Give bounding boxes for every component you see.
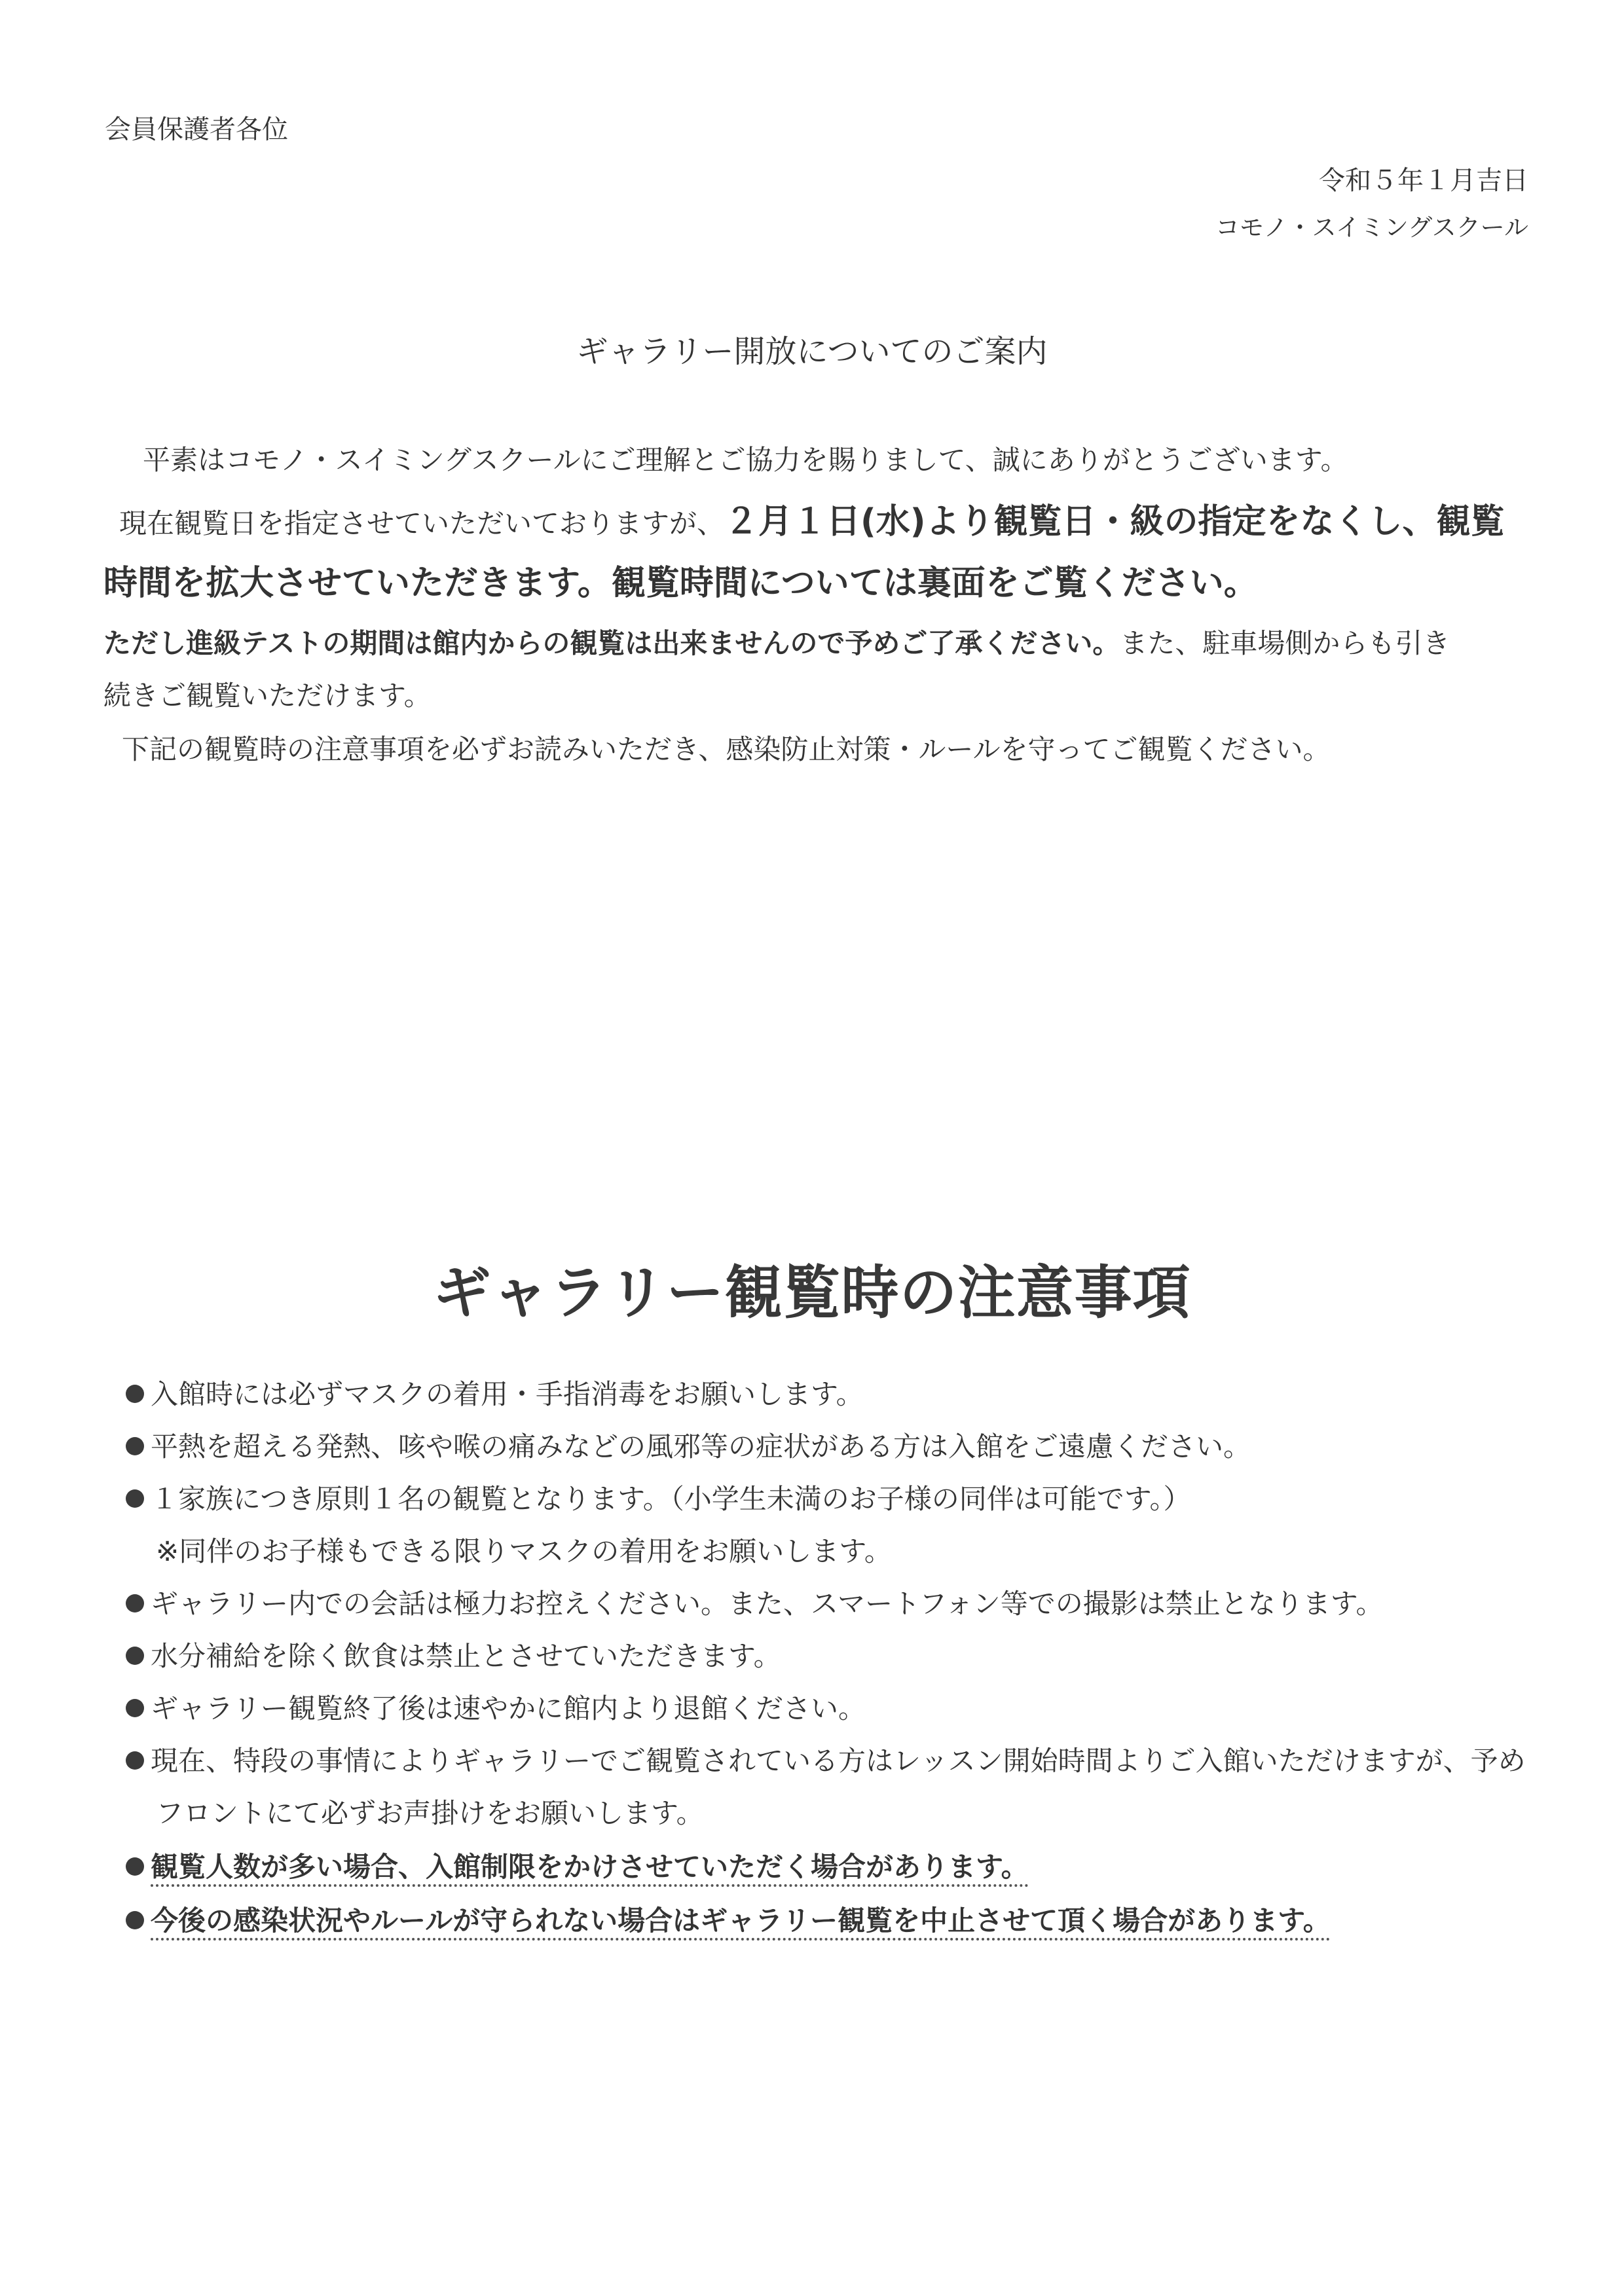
paragraph-3-line-2: 続きご観覧いただけます。 — [103, 680, 432, 712]
note-text: ギャラリー観覧終了後は速やかに館内より退館ください。 — [151, 1692, 866, 1724]
paragraph-1: 平素はコモノ・スイミングスクールにご理解とご協力を賜りまして、誠にありがとうございます。 — [143, 444, 1348, 476]
paragraph-4: 下記の観覧時の注意事項を必ずお読みいただき、感染防止対策・ルールを守ってご観覧ください。 — [122, 733, 1331, 765]
note-item-1 — [126, 1368, 864, 1421]
bullet-icon — [126, 1489, 144, 1508]
note-item-9 — [126, 1895, 1331, 1947]
note-item-3-note: ※同伴のお子様もできる限りマスクの着用をお願いします。 — [156, 1535, 892, 1567]
bullet-icon — [126, 1385, 144, 1403]
paragraph-2-bold-1: ２月１日(水)より観覧日・級の指定をなくし、観覧 — [724, 502, 1505, 541]
bullet-icon — [126, 1594, 144, 1613]
sender: コモノ・スイミングスクール — [1215, 213, 1528, 242]
note-item-5 — [126, 1630, 781, 1683]
note-item-7-cont: フロントにて必ずお声掛けをお願いします。 — [156, 1797, 704, 1829]
recipient: 会員保護者各位 — [105, 115, 288, 145]
bullet-icon — [126, 1857, 144, 1876]
note-item-7 — [126, 1735, 1526, 1787]
note-text: 入館時には必ずマスクの着用・手指消毒をお願いします。 — [151, 1378, 864, 1410]
paragraph-2-prefix: 現在観覧日を指定させていただいておりますが、 — [119, 507, 725, 539]
note-text: 水分補給を除く飲食は禁止とさせていただきます。 — [151, 1640, 781, 1672]
note-text: 今後の感染状況やルールが守られない場合はギャラリー観覧を中止させて頂く場合があります。 — [151, 1904, 1331, 1941]
note-item-6 — [126, 1683, 866, 1735]
note-text: 平熱を超える発熱、咳や喉の痛みなどの風邪等の症状がある方は入館をご遠慮ください。 — [151, 1430, 1251, 1463]
bullet-icon — [126, 1699, 144, 1717]
note-text: １家族につき原則１名の観覧となります。（小学生未満のお子様の同伴は可能です。） — [151, 1483, 1191, 1515]
note-item-2 — [126, 1421, 1251, 1473]
bullet-icon — [126, 1647, 144, 1665]
issue-date: 令和５年１月吉日 — [1319, 166, 1528, 196]
notice-title: ギャラリー開放についてのご案内 — [576, 333, 1048, 370]
note-text: 現在、特段の事情によりギャラリーでご観覧されている方はレッスン開始時間よりご入館いただけますが、予め — [151, 1745, 1526, 1777]
note-text: ギャラリー内での会話は極力お控えください。また、スマートフォン等での撮影は禁止となります。 — [151, 1588, 1384, 1620]
note-item-8 — [126, 1841, 1029, 1893]
paragraph-3-line-1 — [103, 618, 1450, 669]
note-text: 観覧人数が多い場合、入館制限をかけさせていただく場合があります。 — [151, 1851, 1029, 1887]
bullet-icon — [126, 1751, 144, 1770]
paragraph-2-line-2: 時間を拡大させていただきます。観覧時間については裏面をご覧ください。 — [103, 564, 1258, 603]
bullet-icon — [126, 1437, 144, 1455]
note-item-3 — [126, 1473, 1190, 1525]
paragraph-3-bold: ただし進級テストの期間は館内からの観覧は出来ませんので予めご了承ください。 — [103, 627, 1120, 659]
paragraph-2-line-1 — [119, 496, 1505, 549]
note-item-4 — [126, 1578, 1383, 1630]
notes-title: ギャラリー観覧時の注意事項 — [433, 1259, 1191, 1326]
paragraph-3-rest: また、駐車場側からも引き — [1120, 627, 1450, 659]
bullet-icon — [126, 1911, 144, 1929]
